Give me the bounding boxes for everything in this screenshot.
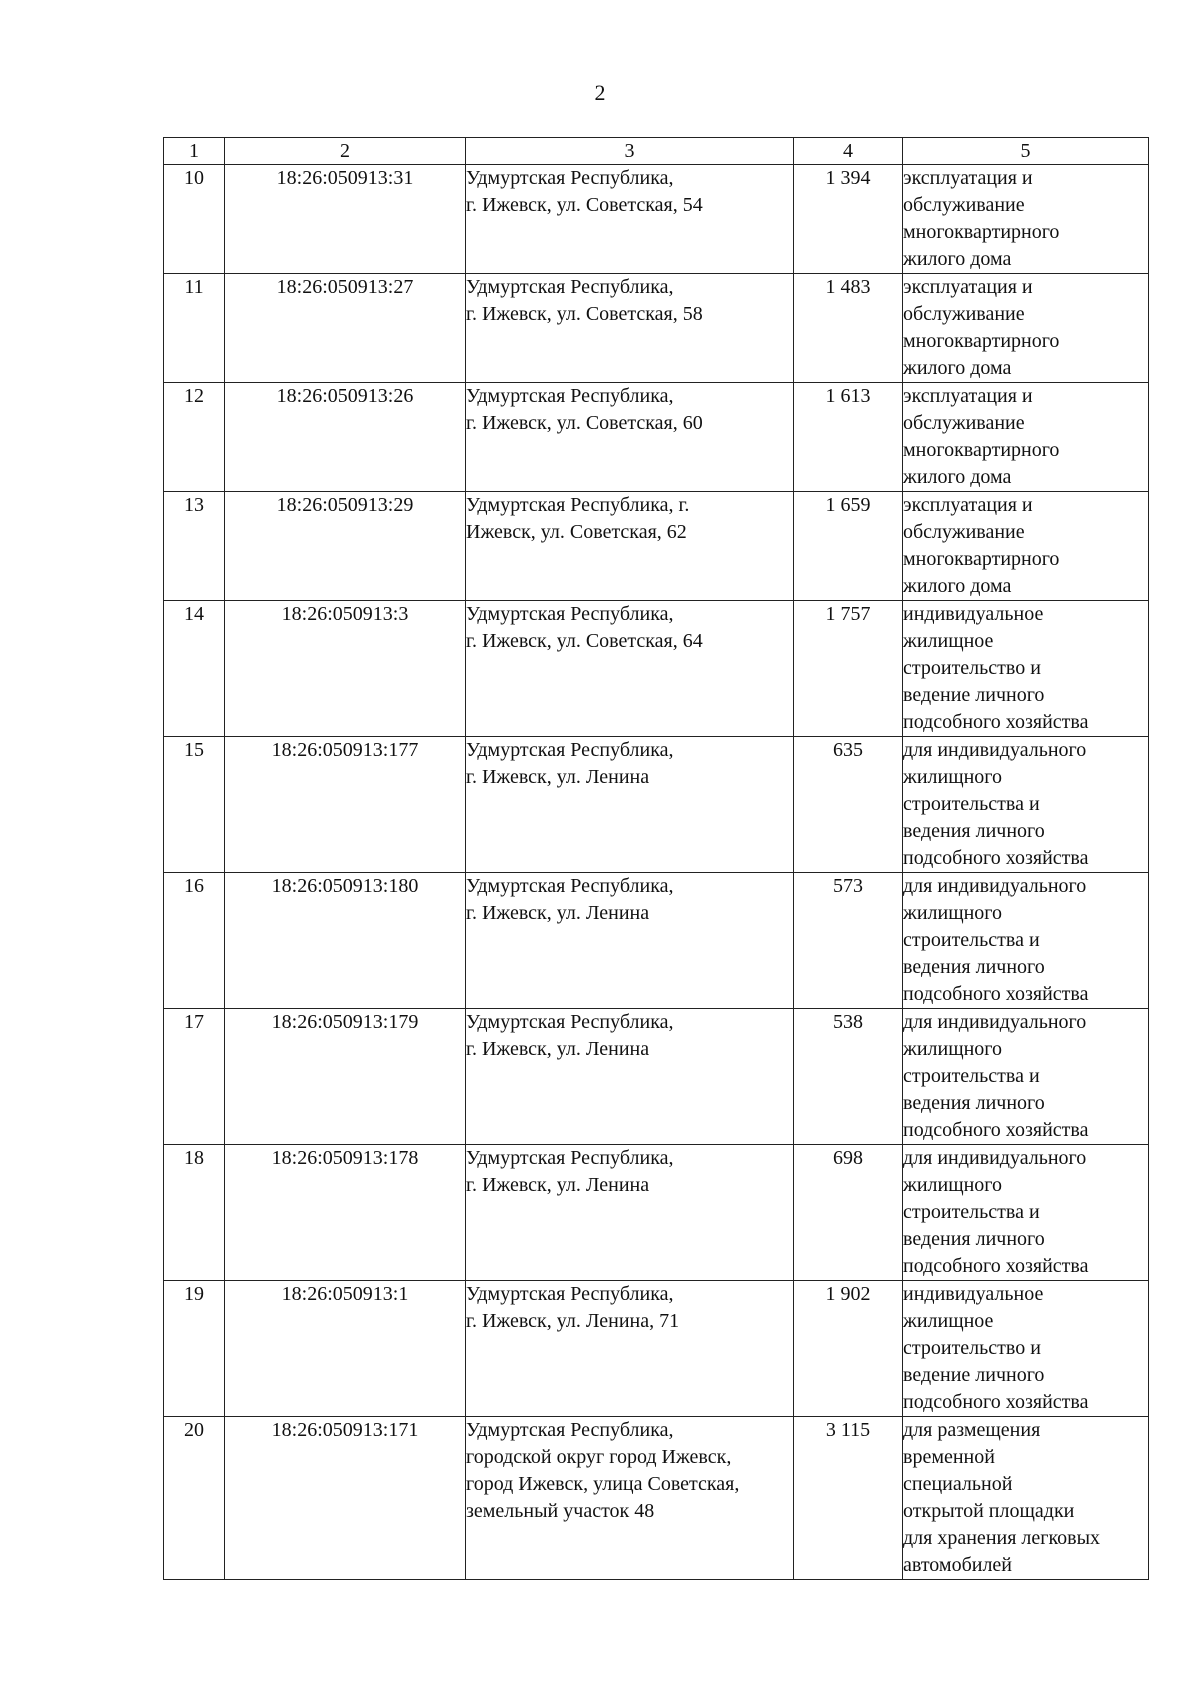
column-number-row	[164, 138, 1149, 165]
permitted-use-cell	[903, 1417, 1149, 1580]
table-row	[164, 737, 1149, 873]
row-number-cell	[164, 492, 225, 601]
area: 1 394	[825, 167, 871, 189]
cadastral-number-cell	[225, 492, 466, 601]
row-number-cell	[164, 383, 225, 492]
address: Удмуртская Республика, г. Ижевск, ул. Ленина	[466, 739, 674, 788]
permitted-use: для размещения временной специальной открытой площадки для хранения легковых автомобилей	[903, 1419, 1101, 1576]
table-row	[164, 873, 1149, 1009]
address-cell	[466, 1009, 794, 1145]
cadastral-number-cell	[225, 383, 466, 492]
cadastral-number: 18:26:050913:171	[271, 1419, 419, 1441]
table-row	[164, 1145, 1149, 1281]
address: Удмуртская Республика, г. Ижевск, ул. Советская, 54	[466, 167, 703, 216]
column-number-4: 4	[794, 138, 903, 165]
cadastral-number: 18:26:050913:27	[276, 276, 414, 298]
permitted-use: для индивидуального жилищного строительства и ведения личного подсобного хозяйства	[903, 739, 1089, 869]
permitted-use: эксплуатация и обслуживание многоквартирного жилого дома	[903, 494, 1060, 597]
permitted-use-cell	[903, 1281, 1149, 1417]
area: 1 757	[825, 603, 871, 625]
table-row	[164, 1417, 1149, 1580]
column-number-5: 5	[903, 138, 1149, 165]
address-cell	[466, 492, 794, 601]
row-number: 11	[184, 276, 204, 298]
row-number: 18	[184, 1147, 204, 1169]
address: Удмуртская Республика, г. Ижевск, ул. Ленина	[466, 875, 674, 924]
area-cell	[794, 1281, 903, 1417]
row-number-cell	[164, 873, 225, 1009]
cadastral-number-cell	[225, 1281, 466, 1417]
permitted-use: эксплуатация и обслуживание многоквартирного жилого дома	[903, 385, 1060, 488]
cadastral-number: 18:26:050913:177	[271, 739, 419, 761]
area: 538	[833, 1011, 863, 1033]
area-cell	[794, 1009, 903, 1145]
area: 573	[833, 875, 863, 897]
area: 635	[833, 739, 863, 761]
address-cell	[466, 165, 794, 274]
cadastral-number-cell	[225, 1009, 466, 1145]
permitted-use-cell	[903, 737, 1149, 873]
address-cell	[466, 1417, 794, 1580]
cadastral-number-cell	[225, 1417, 466, 1580]
row-number: 10	[184, 167, 204, 189]
permitted-use-cell	[903, 1009, 1149, 1145]
address: Удмуртская Республика, г. Ижевск, ул. Советская, 64	[466, 603, 703, 652]
table-row	[164, 492, 1149, 601]
area: 1 613	[825, 385, 871, 407]
permitted-use: индивидуальное жилищное строительство и ведение личного подсобного хозяйства	[903, 1283, 1089, 1413]
area: 1 659	[825, 494, 871, 516]
row-number-cell	[164, 165, 225, 274]
page-number: 2	[594, 80, 606, 105]
area-cell	[794, 383, 903, 492]
area-cell	[794, 873, 903, 1009]
area: 1 483	[825, 276, 871, 298]
table-row	[164, 274, 1149, 383]
row-number: 16	[184, 875, 204, 897]
cadastral-number: 18:26:050913:26	[276, 385, 414, 407]
row-number: 14	[184, 603, 204, 625]
permitted-use-cell	[903, 274, 1149, 383]
area-cell	[794, 601, 903, 737]
column-number-1: 1	[164, 138, 225, 165]
address-cell	[466, 274, 794, 383]
permitted-use: эксплуатация и обслуживание многоквартирного жилого дома	[903, 167, 1060, 270]
area-cell	[794, 1145, 903, 1281]
row-number: 19	[184, 1283, 204, 1305]
address: Удмуртская Республика, городской округ город Ижевск, город Ижевск, улица Советская, земельный участок 48	[466, 1419, 740, 1522]
area-cell	[794, 274, 903, 383]
cadastral-number: 18:26:050913:1	[281, 1283, 409, 1305]
permitted-use: для индивидуального жилищного строительства и ведения личного подсобного хозяйства	[903, 1011, 1089, 1141]
cadastral-number: 18:26:050913:179	[271, 1011, 419, 1033]
cadastral-number-cell	[225, 737, 466, 873]
table-row	[164, 601, 1149, 737]
address-cell	[466, 873, 794, 1009]
row-number: 12	[184, 385, 204, 407]
land-plot-table	[163, 137, 1149, 1580]
area: 3 115	[825, 1419, 871, 1441]
permitted-use-cell	[903, 1145, 1149, 1281]
row-number-cell	[164, 1417, 225, 1580]
address-cell	[466, 1145, 794, 1281]
row-number-cell	[164, 601, 225, 737]
area: 1 902	[825, 1283, 871, 1305]
row-number-cell	[164, 737, 225, 873]
row-number-cell	[164, 1281, 225, 1417]
permitted-use: для индивидуального жилищного строительства и ведения личного подсобного хозяйства	[903, 875, 1089, 1005]
permitted-use: для индивидуального жилищного строительства и ведения личного подсобного хозяйства	[903, 1147, 1089, 1277]
table-row	[164, 383, 1149, 492]
area-cell	[794, 737, 903, 873]
column-number-3: 3	[466, 138, 794, 165]
address-cell	[466, 601, 794, 737]
cadastral-number: 18:26:050913:178	[271, 1147, 419, 1169]
permitted-use-cell	[903, 873, 1149, 1009]
address: Удмуртская Республика, г. Ижевск, ул. Советская, 58	[466, 276, 703, 325]
area-cell	[794, 492, 903, 601]
area: 698	[833, 1147, 863, 1169]
cadastral-number: 18:26:050913:29	[276, 494, 414, 516]
cadastral-number-cell	[225, 165, 466, 274]
cadastral-number-cell	[225, 274, 466, 383]
table-row	[164, 165, 1149, 274]
cadastral-number-cell	[225, 601, 466, 737]
permitted-use-cell	[903, 383, 1149, 492]
address: Удмуртская Республика, г. Ижевск, ул. Советская, 60	[466, 385, 703, 434]
permitted-use-cell	[903, 601, 1149, 737]
area-cell	[794, 1417, 903, 1580]
row-number: 20	[184, 1419, 204, 1441]
address-cell	[466, 1281, 794, 1417]
permitted-use: эксплуатация и обслуживание многоквартирного жилого дома	[903, 276, 1060, 379]
address: Удмуртская Республика, г. Ижевск, ул. Ленина	[466, 1147, 674, 1196]
row-number: 13	[184, 494, 204, 516]
address: Удмуртская Республика, г. Ижевск, ул. Ленина	[466, 1011, 674, 1060]
cadastral-number-cell	[225, 873, 466, 1009]
permitted-use-cell	[903, 492, 1149, 601]
area-cell	[794, 165, 903, 274]
row-number-cell	[164, 1145, 225, 1281]
row-number-cell	[164, 274, 225, 383]
cadastral-number: 18:26:050913:180	[271, 875, 419, 897]
permitted-use: индивидуальное жилищное строительство и ведение личного подсобного хозяйства	[903, 603, 1089, 733]
cadastral-number: 18:26:050913:31	[276, 167, 414, 189]
cadastral-number: 18:26:050913:3	[281, 603, 409, 625]
row-number-cell	[164, 1009, 225, 1145]
row-number: 17	[184, 1011, 204, 1033]
table-row	[164, 1009, 1149, 1145]
address-cell	[466, 737, 794, 873]
table-body	[164, 165, 1149, 1580]
row-number: 15	[184, 739, 204, 761]
address-cell	[466, 383, 794, 492]
column-number-2: 2	[225, 138, 466, 165]
address: Удмуртская Республика, г. Ижевск, ул. Ленина, 71	[466, 1283, 680, 1332]
permitted-use-cell	[903, 165, 1149, 274]
table-row	[164, 1281, 1149, 1417]
cadastral-number-cell	[225, 1145, 466, 1281]
address: Удмуртская Республика, г. Ижевск, ул. Советская, 62	[466, 494, 690, 543]
